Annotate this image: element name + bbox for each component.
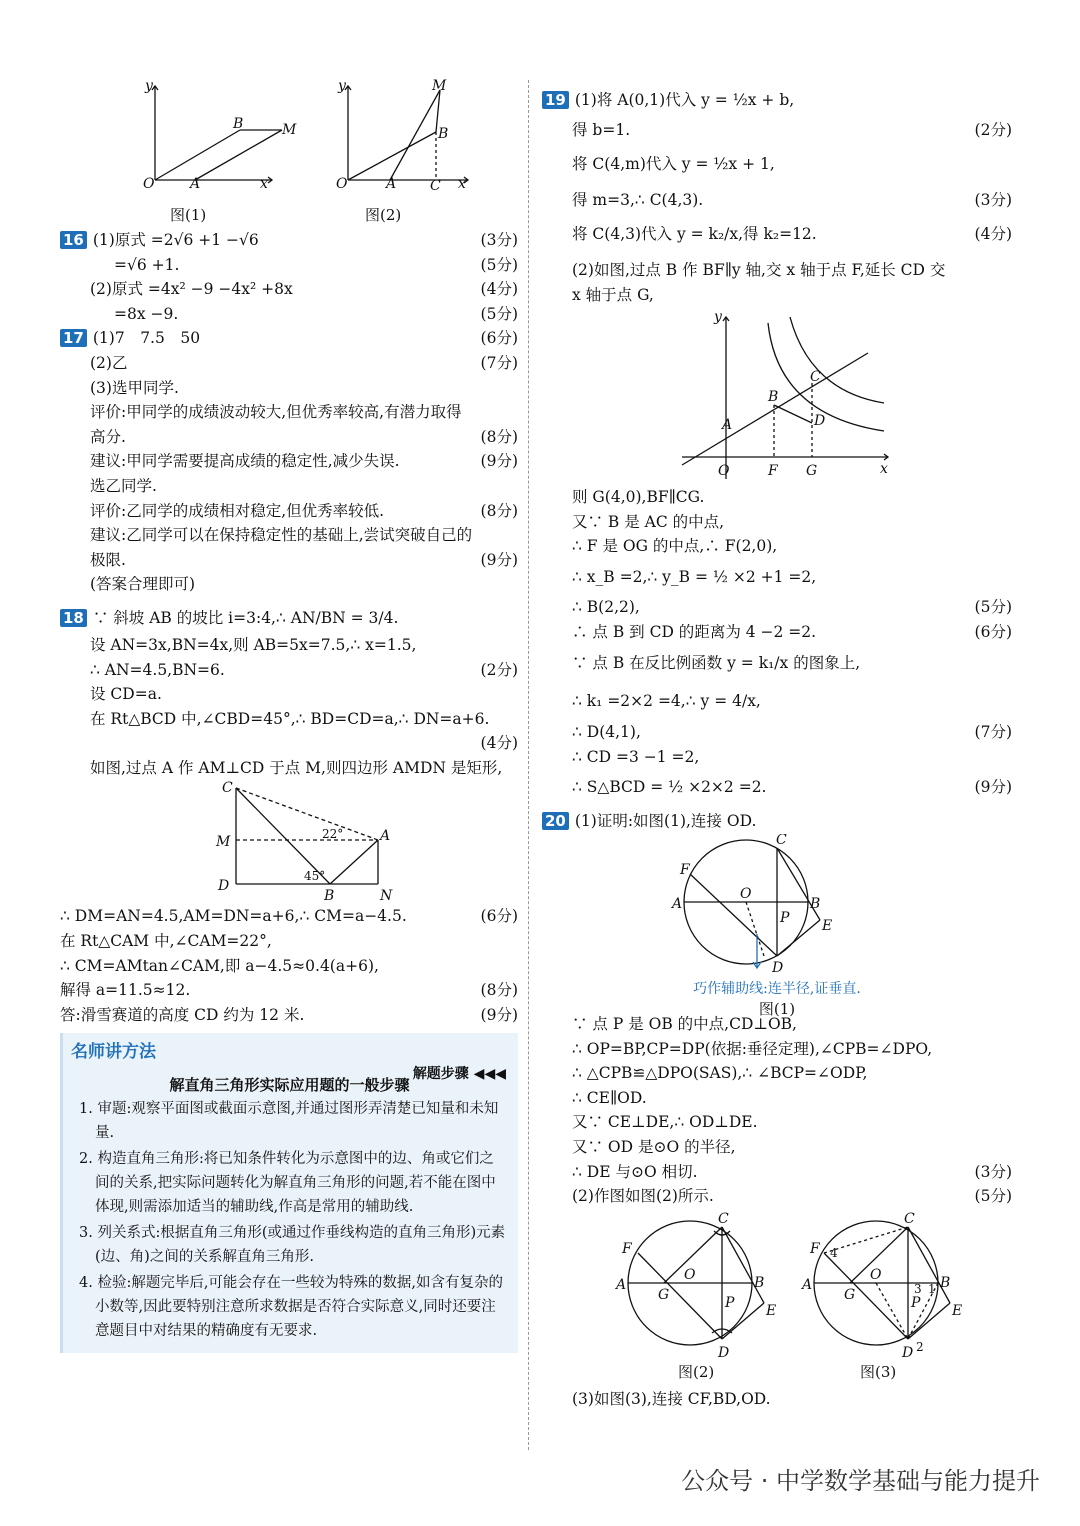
svg-text:D: D <box>814 413 826 430</box>
svg-text:B: B <box>438 126 449 142</box>
answer-line: 如图,过点 A 作 AM⊥CD 于点 M,则四边形 AMDN 是矩形, <box>90 758 503 777</box>
svg-text:A: A <box>380 828 391 845</box>
answer-line: ∴ k₁ =2×2 =4,∴ y = 4/x, <box>572 692 761 711</box>
score: (5分) <box>480 255 518 274</box>
svg-text:F: F <box>680 861 690 878</box>
method-step: 1. 审题:观察平面图或截面示意图,并通过图形弄清楚已知量和未知量. <box>79 1101 499 1142</box>
score: (9分) <box>480 550 518 569</box>
svg-text:G: G <box>844 1286 856 1303</box>
score: (8分) <box>480 501 518 520</box>
svg-text:45°: 45° <box>304 869 326 884</box>
svg-text:A: A <box>190 176 201 192</box>
answer-line: (答案合理即可) <box>90 575 196 594</box>
answer-line: 在 Rt△CAM 中,∠CAM=22°, <box>60 932 272 951</box>
method-title: 解直角三角形实际应用题的一般步骤 <box>169 1076 410 1095</box>
score: (6分) <box>480 329 518 348</box>
answer-line: (3)如图(3),连接 CF,BD,OD. <box>572 1389 771 1408</box>
score: (3分) <box>974 191 1012 209</box>
svg-text:C: C <box>430 178 441 194</box>
answer-line: (1)原式 =2√6 +1 −√6 <box>92 231 259 249</box>
answer-line: 极限. <box>90 550 126 569</box>
answer-line: ∴ CD =3 −1 =2, <box>572 747 700 766</box>
svg-text:A: A <box>722 417 733 434</box>
svg-text:3: 3 <box>914 1281 922 1296</box>
circle-figure-1 <box>542 833 1012 1018</box>
svg-text:P: P <box>725 1294 735 1311</box>
svg-text:O: O <box>143 176 155 192</box>
score: (9分) <box>480 1005 518 1024</box>
score: (8分) <box>480 981 518 1000</box>
score: (2分) <box>480 660 518 679</box>
svg-text:y: y <box>145 78 153 94</box>
slope-figure <box>60 780 518 904</box>
score: (5分) <box>974 1187 1012 1206</box>
answer-line: ∴ AN=4.5,BN=6. <box>90 660 225 679</box>
answer-line: (2)原式 =4x² −9 −4x² +8x <box>90 280 293 299</box>
svg-text:C: C <box>810 369 821 386</box>
fig3-caption: 图(3) <box>860 1362 897 1381</box>
svg-text:B: B <box>768 389 779 406</box>
method-box <box>60 1033 518 1353</box>
answer-line: 选乙同学. <box>90 476 157 495</box>
svg-text:O: O <box>870 1266 882 1283</box>
svg-text:G: G <box>658 1286 670 1303</box>
score: (5分) <box>974 597 1012 616</box>
method-step: 2. 构造直角三角形:将已知条件转化为示意图中的边、角或它们之间的关系,把实际问题转化为解直角三角形的问题,若不能在图中体现,则需添加适当的辅助线,作高是常用的辅助线. <box>79 1151 496 1216</box>
coordinate-figures <box>60 76 518 204</box>
svg-text:E: E <box>766 1302 777 1319</box>
svg-text:C: C <box>904 1210 915 1227</box>
answer-line: 在 Rt△BCD 中,∠CBD=45°,∴ BD=CD=a,∴ DN=a+6. <box>90 709 490 728</box>
fig1-caption: 图(1) <box>170 206 207 224</box>
svg-text:N: N <box>380 888 393 905</box>
answer-line: ∴ x_B =2,∴ y_B = ½ ×2 +1 =2, <box>572 567 817 586</box>
svg-text:A: A <box>802 1276 813 1293</box>
svg-text:C: C <box>718 1210 729 1227</box>
answer-line: (1)将 A(0,1)代入 y = ½x + b, <box>574 91 795 109</box>
svg-text:y: y <box>338 78 346 94</box>
answer-line: 又∵ B 是 AC 的中点, <box>572 512 725 531</box>
answer-line: 高分. <box>90 427 126 446</box>
question-17 <box>60 326 518 597</box>
circle-figures-2-3 <box>542 1209 1012 1387</box>
score: (9分) <box>480 452 518 471</box>
svg-text:x: x <box>880 461 888 478</box>
answer-line: ∴ B(2,2), <box>572 597 640 616</box>
answer-line: ∴ CE∥OD. <box>572 1088 647 1107</box>
svg-text:x: x <box>458 176 466 192</box>
question-20 <box>542 809 1012 1411</box>
svg-text:P: P <box>780 909 790 926</box>
answer-line: (2)作图如图(2)所示. <box>572 1187 714 1206</box>
answer-line: (2)乙 <box>90 353 128 372</box>
fig2-caption: 图(2) <box>678 1362 715 1381</box>
svg-text:E: E <box>822 917 833 934</box>
svg-text:B: B <box>940 1274 951 1291</box>
question-18 <box>60 603 518 1028</box>
svg-text:F: F <box>622 1240 632 1257</box>
score: (9分) <box>974 778 1012 797</box>
answer-line: ∴ S△BCD = ½ ×2×2 =2. <box>572 778 767 797</box>
top-figures <box>60 76 518 228</box>
score: (4分) <box>480 280 518 299</box>
answer-line: (1)证明:如图(1),连接 OD. <box>574 812 757 831</box>
svg-text:D: D <box>718 1344 730 1361</box>
svg-text:B: B <box>810 895 821 912</box>
answer-line: 建议:乙同学可以在保持稳定性的基础上,尝试突破自己的 <box>90 526 473 545</box>
answer-line: ∴ 点 B 到 CD 的距离为 4 −2 =2. <box>572 622 817 641</box>
answer-line: 评价:乙同学的成绩相对稳定,但优秀率较低. <box>90 501 385 520</box>
answer-line: ∴ OP=BP,CP=DP(依据:垂径定理),∠CPB=∠DPO, <box>572 1039 933 1058</box>
answer-line: =8x −9. <box>114 304 179 323</box>
answer-line: ∵ 点 B 在反比例函数 y = k₁/x 的图象上, <box>572 654 861 673</box>
score: (7分) <box>974 723 1012 742</box>
svg-text:2: 2 <box>916 1339 924 1354</box>
svg-text:M: M <box>216 834 231 851</box>
method-box-header: 名师讲方法 <box>71 1042 156 1063</box>
answer-line: ∴ DM=AN=4.5,AM=DN=a+6,∴ CM=a−4.5. <box>60 907 407 926</box>
svg-text:A: A <box>386 176 397 192</box>
ski-slope-diagram <box>60 780 518 904</box>
answer-line: 又∵ OD 是⊙O 的半径, <box>572 1137 736 1156</box>
question-16 <box>60 228 518 326</box>
svg-text:O: O <box>718 463 730 480</box>
svg-text:1: 1 <box>928 1281 936 1296</box>
answer-line: ∴ D(4,1), <box>572 723 641 742</box>
svg-text:y: y <box>714 309 722 326</box>
svg-text:P: P <box>911 1294 921 1311</box>
svg-text:F: F <box>810 1240 820 1257</box>
answer-line: 将 C(4,m)代入 y = ½x + 1, <box>572 155 775 173</box>
score: (4分) <box>480 734 518 753</box>
svg-text:G: G <box>806 463 818 480</box>
score: (3分) <box>974 1162 1012 1181</box>
score: (3分) <box>480 231 518 249</box>
svg-text:C: C <box>776 833 787 848</box>
question-number: 19 <box>542 91 569 109</box>
circle-diagrams-2-3 <box>542 1209 1012 1361</box>
score: (6分) <box>974 622 1012 641</box>
svg-text:D: D <box>902 1344 914 1361</box>
answer-line: 设 CD=a. <box>90 685 162 704</box>
question-19 <box>542 86 1012 805</box>
svg-text:F: F <box>768 463 778 480</box>
steps-label: 解题步骤 ◀◀◀ <box>412 1066 506 1083</box>
score: (6分) <box>480 907 518 926</box>
left-column <box>60 76 518 1353</box>
answer-line: 解得 a=11.5≈12. <box>60 981 191 1000</box>
fig1-caption: 图(1) <box>758 999 796 1018</box>
svg-text:O: O <box>336 176 348 192</box>
answer-line: 又∵ CE⊥DE,∴ OD⊥DE. <box>572 1113 758 1132</box>
function-graph-figure <box>542 307 1012 485</box>
method-step: 3. 列关系式:根据直角三角形(或通过作垂线构造的直角三角形)元素(边、角)之间的关系解直角三角形. <box>79 1225 506 1266</box>
answer-line: 将 C(4,3)代入 y = k₂/x,得 k₂=12. <box>572 225 817 243</box>
question-number: 18 <box>60 609 87 627</box>
answer-line: ∴ △CPB≌△DPO(SAS),∴ ∠BCP=∠ODP, <box>572 1064 868 1083</box>
svg-text:D: D <box>772 959 784 974</box>
answer-line: (3)选甲同学. <box>90 378 179 397</box>
watermark: 公众号 · 中学数学基础与能力提升 <box>681 1467 1040 1495</box>
answer-line: 建议:甲同学需要提高成绩的稳定性,减少失误. <box>90 452 400 471</box>
answer-line: 答:滑雪赛道的高度 CD 约为 12 米. <box>60 1005 305 1024</box>
answer-line: ∵ 点 P 是 OB 的中点,CD⊥OB, <box>572 1014 797 1033</box>
svg-text:A: A <box>616 1276 627 1293</box>
answer-line: x 轴于点 G, <box>572 285 654 304</box>
right-column <box>542 86 1012 1411</box>
score: (5分) <box>480 304 518 323</box>
answer-line: 得 m=3,∴ C(4,3). <box>572 191 704 209</box>
svg-text:O: O <box>684 1266 696 1283</box>
score: (2分) <box>974 121 1012 139</box>
answer-line: (1)7 7.5 50 <box>92 329 201 348</box>
score: (4分) <box>974 225 1012 243</box>
svg-text:M: M <box>282 122 297 138</box>
function-graph <box>542 307 1012 485</box>
answer-line: (2)如图,过点 B 作 BF∥y 轴,交 x 轴于点 F,延长 CD 交 <box>572 261 946 279</box>
svg-text:B: B <box>324 888 335 905</box>
question-number: 20 <box>542 812 569 830</box>
answer-line: ∴ CM=AMtan∠CAM,即 a−4.5≈0.4(a+6), <box>60 956 379 975</box>
svg-text:4: 4 <box>830 1245 838 1260</box>
svg-text:A: A <box>672 895 683 912</box>
hint-text: 巧作辅助线:连半径,证垂直. <box>693 980 861 997</box>
svg-text:x: x <box>260 176 268 192</box>
svg-text:O: O <box>740 885 752 902</box>
answer-line: ∴ DE 与⊙O 相切. <box>572 1162 698 1181</box>
svg-text:B: B <box>754 1274 765 1291</box>
answer-line: ∵ 斜坡 AB 的坡比 i=3:4,∴ AN/BN = 3/4. <box>92 608 399 627</box>
answer-line: ∴ F 是 OG 的中点,∴ F(2,0), <box>572 537 778 556</box>
score: (7分) <box>480 353 518 372</box>
svg-text:22°: 22° <box>322 827 344 842</box>
method-step: 4. 检验:解题完毕后,可能会存在一些较为特殊的数据,如含有复杂的小数等,因此要特别注意所求数据是否符合实际意义,同时还要注意题目中对结果的精确度有无要求. <box>79 1275 504 1340</box>
question-number: 16 <box>60 231 87 249</box>
answer-line: 设 AN=3x,BN=4x,则 AB=5x=7.5,∴ x=1.5, <box>90 635 417 654</box>
fig2-caption: 图(2) <box>365 206 402 224</box>
svg-text:M: M <box>432 78 447 94</box>
answer-line: =√6 +1. <box>114 255 180 274</box>
circle-diagram-1 <box>542 834 1012 974</box>
question-number: 17 <box>60 329 87 347</box>
column-divider <box>528 80 529 1450</box>
svg-text:E: E <box>952 1302 963 1319</box>
svg-text:B: B <box>233 116 244 132</box>
svg-text:D: D <box>218 878 230 895</box>
answer-line: 则 G(4,0),BF∥CG. <box>572 488 705 507</box>
svg-text:C: C <box>222 780 233 797</box>
answer-line: 得 b=1. <box>572 121 631 139</box>
answer-line: 评价:甲同学的成绩波动较大,但优秀率较高,有潜力取得 <box>90 403 462 422</box>
score: (8分) <box>480 427 518 446</box>
